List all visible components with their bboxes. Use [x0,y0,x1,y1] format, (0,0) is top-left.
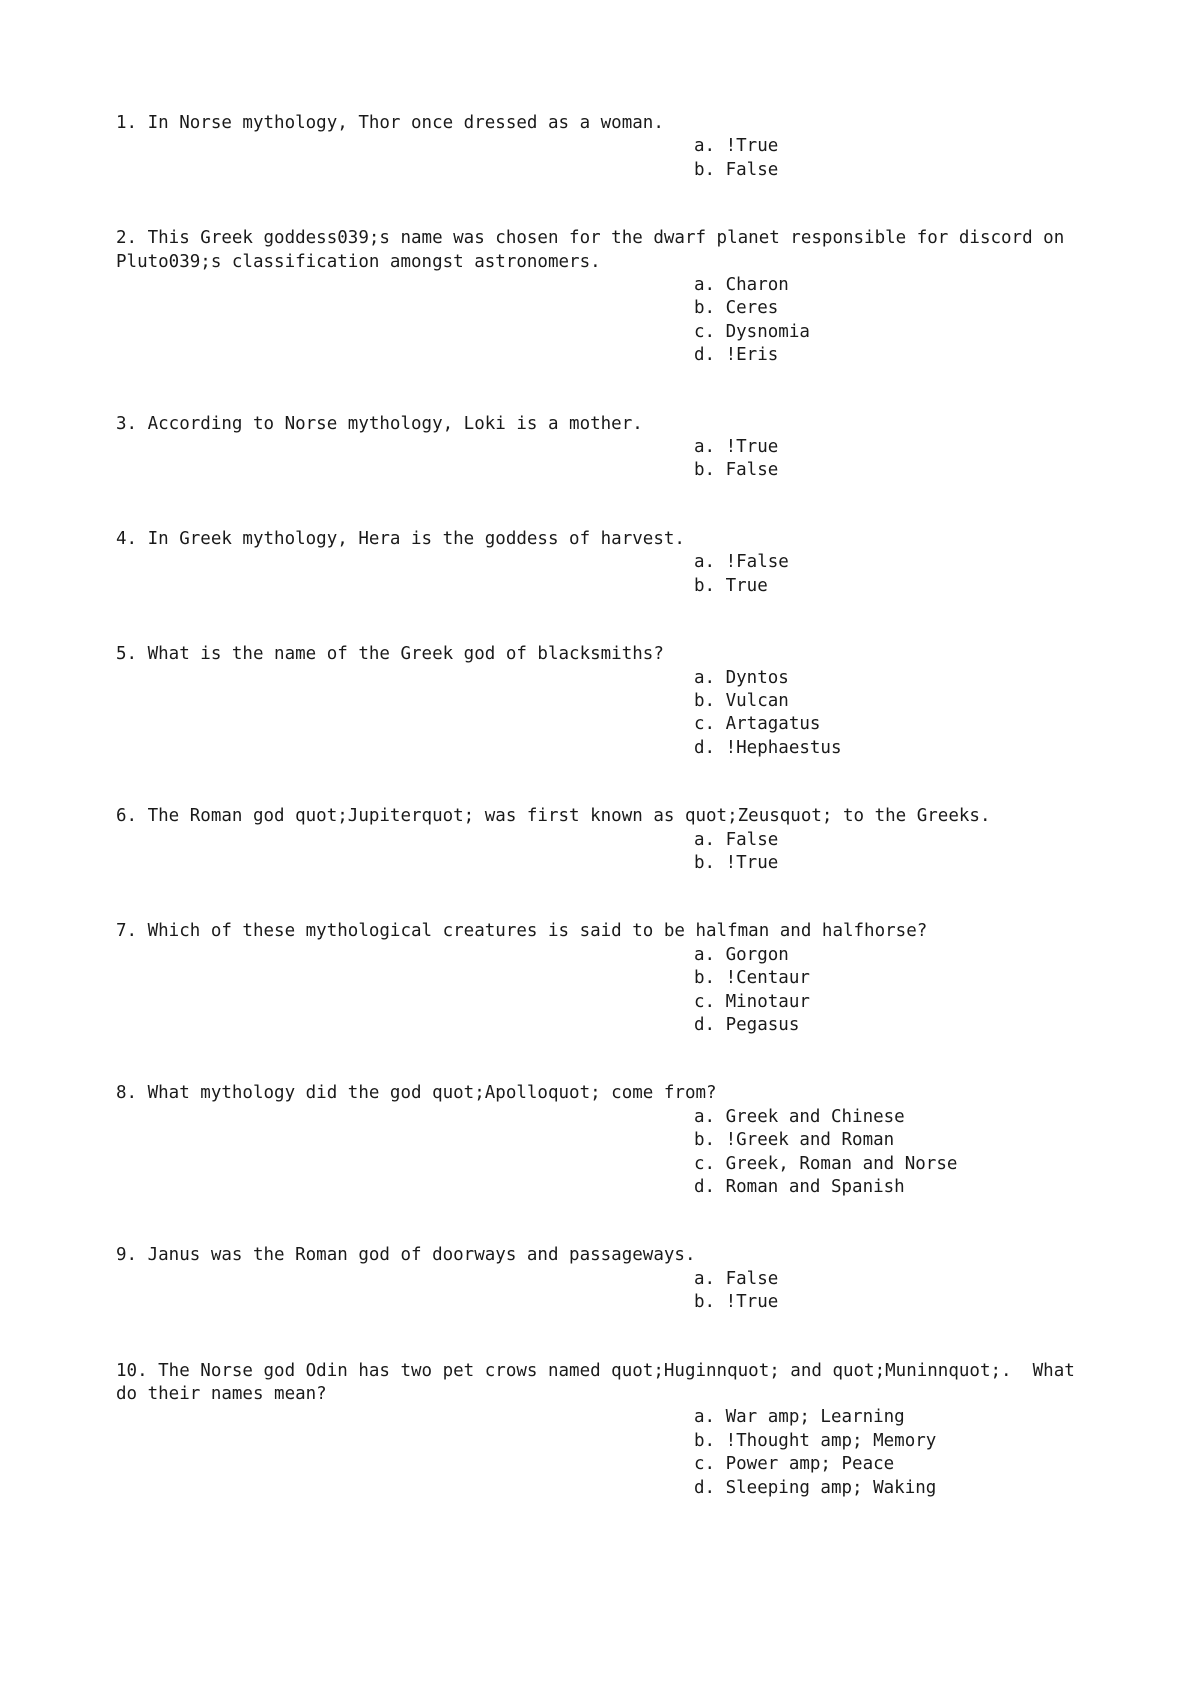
answer-option: d. Sleeping amp; Waking [694,1477,937,1498]
question-text: 1. In Norse mythology, Thor once dressed as a woman. [116,113,664,133]
question-text: 2. This Greek goddess039;s name was chosen for the dwarf planet responsible for discord on Pluto039;s classification amongst astronomers. [116,228,1075,272]
quiz-list [116,112,1116,1545]
answer-option: d. Pegasus [694,1014,800,1035]
answer-option: d. Roman and Spanish [694,1177,905,1197]
answer-option: c. Artagatus [694,714,821,735]
question-block [116,920,1116,1037]
answer-options [116,1106,1116,1200]
answer-option: a. False [694,829,779,850]
question-block [116,1360,1116,1500]
answer-option: a. Greek and Chinese [694,1106,905,1127]
answer-options [116,1406,1116,1500]
question-text: 8. What mythology did the god quot;Apolloquot; come from? [116,1083,717,1104]
answer-option: b. !Centaur [694,968,810,989]
question-text: 10. The Norse god Odin has two pet crows named quot;Huginnquot; and quot;Muninnquot;. What do their names mean? [116,1360,1086,1405]
answer-option: a. !False [694,552,789,573]
answer-option: b. !Thought amp; Memory [694,1430,937,1451]
question-block [116,805,1116,875]
question-text: 4. In Greek mythology, Hera is the goddess of harvest. [116,528,685,549]
question-block [116,1244,1116,1314]
answer-option: a. Dyntos [694,667,789,688]
answer-option: c. Greek, Roman and Norse [694,1153,958,1174]
answer-options [116,829,1116,876]
question-block [116,413,1116,483]
answer-option: a. False [694,1268,779,1289]
answer-option: a. !True [694,136,779,157]
answer-options [116,551,1116,598]
answer-options [116,1268,1116,1315]
question-text: 9. Janus was the Roman god of doorways and passageways. [116,1245,696,1266]
answer-option: a. Charon [694,275,789,296]
question-text: 3. According to Norse mythology, Loki is a mother. [116,413,643,434]
question-text: 7. Which of these mythological creatures is said to be halfman and halfhorse? [116,921,928,942]
answer-options [116,135,1116,182]
answer-options [116,274,1116,368]
answer-option: b. True [694,575,768,596]
answer-option: d. !Eris [694,345,779,366]
question-block [116,227,1116,367]
answer-option: a. !True [694,437,779,458]
answer-option: c. Dysnomia [694,321,810,342]
answer-option: a. War amp; Learning [694,1407,905,1428]
question-block [116,1082,1116,1199]
answer-option: c. Power amp; Peace [694,1454,895,1475]
answer-option: c. Minotaur [694,991,810,1012]
answer-option: b. !Greek and Roman [694,1130,895,1151]
question-text: 6. The Roman god quot;Jupiterquot; was first known as quot;Zeusquot; to the Greeks. [116,806,991,827]
answer-option: b. Vulcan [694,690,789,711]
answer-options [116,944,1116,1038]
answer-option: b. !True [694,1292,779,1313]
answer-option: b. !True [694,852,779,873]
answer-options [116,667,1116,761]
answer-option: b. Ceres [694,298,779,319]
answer-option: b. False [694,159,779,180]
answer-options [116,436,1116,483]
question-block [116,643,1116,760]
question-block [116,528,1116,598]
question-block [116,112,1116,182]
answer-option: a. Gorgon [694,944,789,965]
question-text: 5. What is the name of the Greek god of blacksmiths? [116,644,664,665]
answer-option: d. !Hephaestus [694,737,842,758]
answer-option: b. False [694,460,779,481]
